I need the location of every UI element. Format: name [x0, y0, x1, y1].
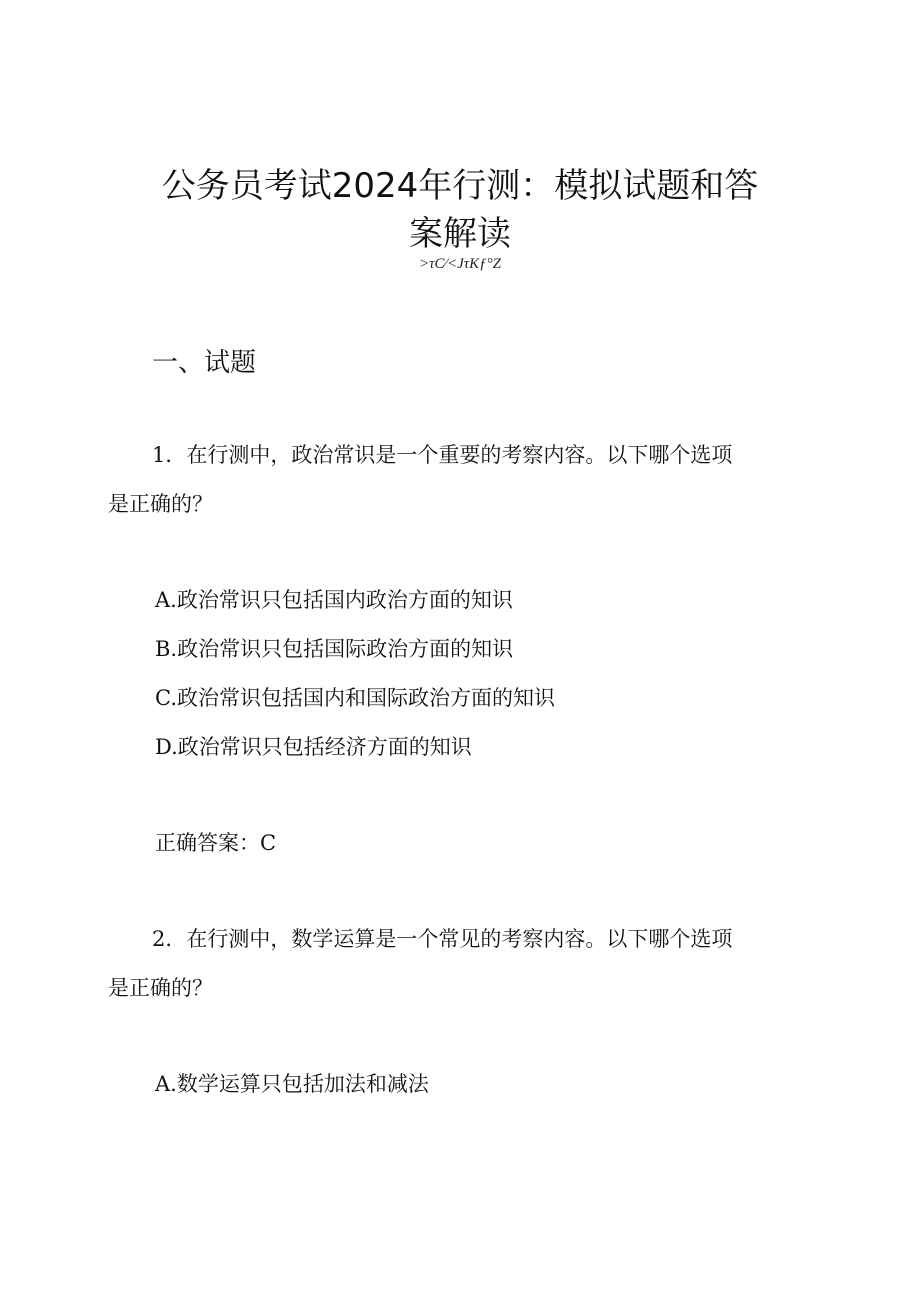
question-1-option-c: C.政治常识包括国内和国际政治方面的知识	[155, 686, 555, 710]
document-subtitle: >τC⁄<JτKƒ°Z	[419, 256, 501, 272]
question-1-option-b: B.政治常识只包括国际政治方面的知识	[155, 637, 514, 661]
question-1-option-a: A.政治常识只包括国内政治方面的知识	[155, 588, 513, 612]
document-title-line-1: 公务员考试2024年行测：模拟试题和答	[161, 166, 759, 206]
question-1-answer: 正确答案：C	[155, 831, 277, 855]
question-1-stem-line-1: 1．在行测中，政治常识是一个重要的考察内容。以下哪个选项	[152, 443, 733, 467]
section-heading: 一、试题	[152, 348, 257, 378]
question-2-option-a: A.数学运算只包括加法和减法	[155, 1072, 429, 1096]
question-1-stem-line-2: 是正确的？	[108, 492, 213, 516]
question-2-stem-line-1: 2．在行测中，数学运算是一个常见的考察内容。以下哪个选项	[152, 927, 733, 951]
question-2-stem-line-2: 是正确的？	[108, 976, 213, 1000]
question-1-option-d: D.政治常识只包括经济方面的知识	[155, 735, 472, 759]
document-title-line-2: 案解读	[409, 214, 511, 254]
